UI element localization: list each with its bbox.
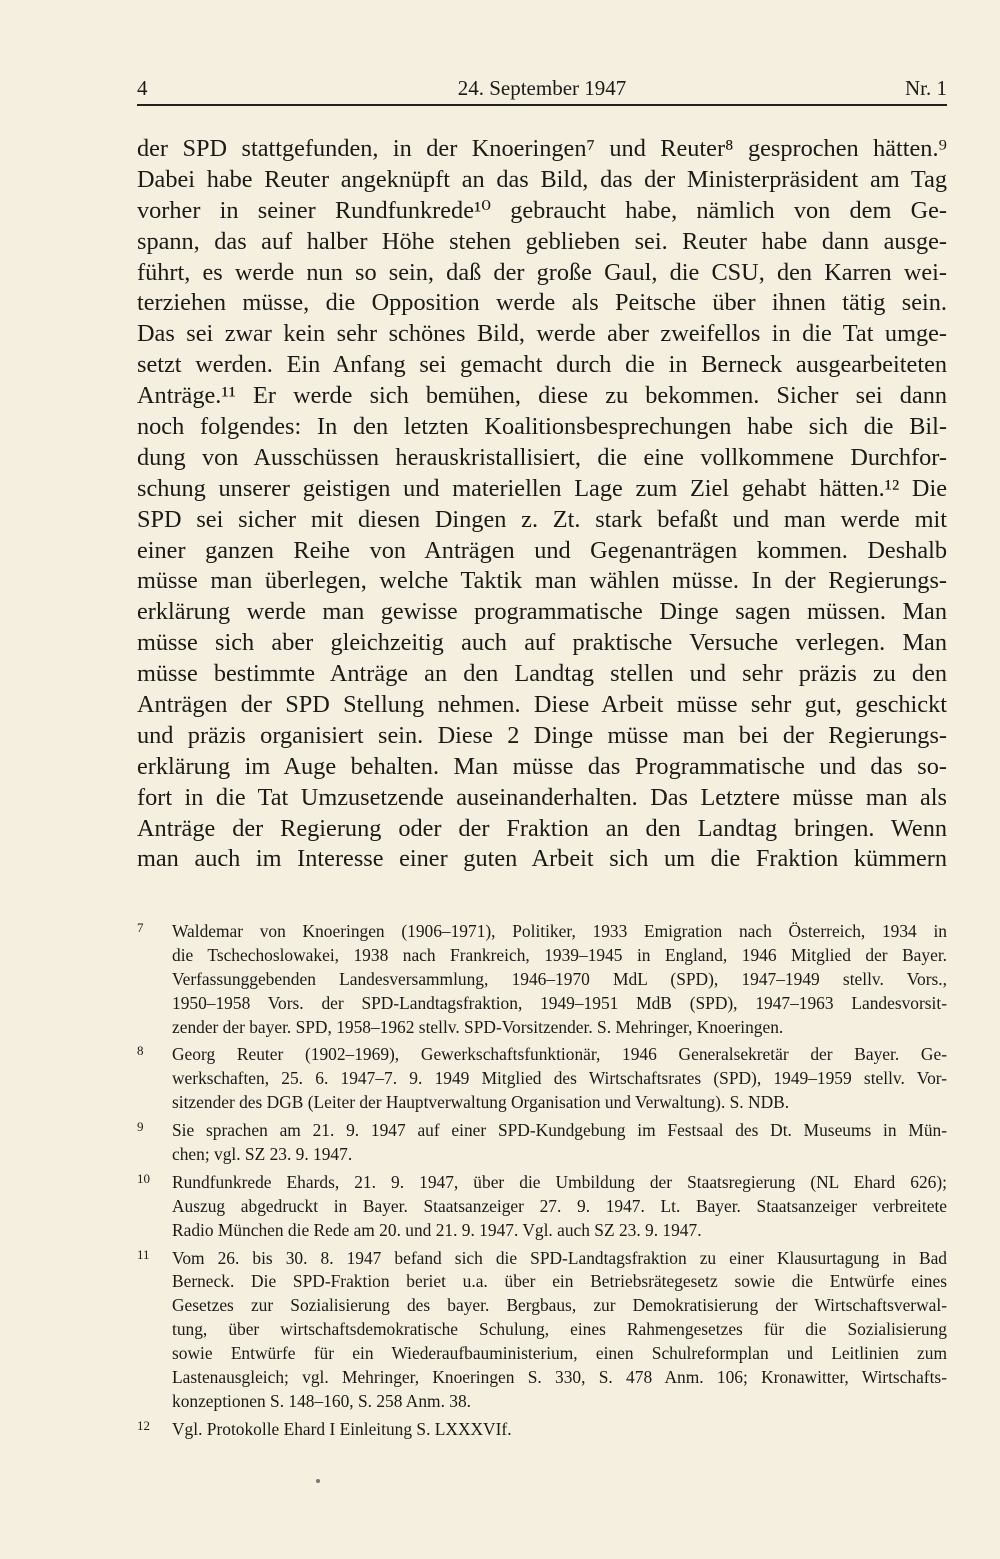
footnote-number: 9	[137, 1119, 144, 1135]
footnote-line: sowie Entwürfe für ein Wiederaufbauministerium, einen Schulreformplan und Leitlinien zum	[172, 1343, 947, 1364]
header-date: 24. September 1947	[457, 76, 627, 100]
body-line: müsse bestimmte Anträge an den Landtag stellen und sehr präzis zu den	[137, 660, 947, 688]
footnote-number: 10	[137, 1170, 150, 1186]
body-line: dung von Ausschüssen herauskristallisiert, die eine vollkommene Durchfor-	[137, 443, 947, 471]
body-line: schung unserer geistigen und materiellen Lage zum Ziel gehabt hätten.¹² Die	[137, 474, 947, 502]
footnote-line: Vgl. Protokolle Ehard I Einleitung S. LXXXVIf.	[172, 1418, 512, 1439]
footnote-line: werkschaften, 25. 6. 1947–7. 9. 1949 Mitglied des Wirtschaftsrates (SPD), 1949–1959 stellv. Vor-	[172, 1068, 947, 1089]
body-line: müsse sich aber gleichzeitig auch auf praktische Versuche verlegen. Man	[137, 629, 947, 657]
header-rule	[137, 104, 947, 106]
footnote-line: die Tschechoslowakei, 1938 nach Frankreich, 1939–1945 in England, 1946 Mitglied der Bayer.	[172, 944, 947, 965]
footnote-number: 8	[137, 1043, 144, 1059]
body-line: terziehen müsse, die Opposition werde als Peitsche über ihnen tätig sein.	[137, 289, 947, 317]
body-line: vorher in seiner Rundfunkrede¹⁰ gebraucht habe, nämlich von dem Ge-	[137, 196, 947, 224]
document-number: Nr. 1	[905, 76, 947, 100]
footnote-12	[137, 1418, 947, 1442]
body-line: der SPD stattgefunden, in der Knoeringen⁷ und Reuter⁸ gesprochen hätten.⁹	[137, 135, 947, 162]
footnote-line: Auszug abgedruckt in Bayer. Staatsanzeiger 27. 9. 1947. Lt. Bayer. Staatsanzeiger verbreitete	[172, 1195, 947, 1216]
body-line: man auch im Interesse einer guten Arbeit sich um die Fraktion kümmern	[137, 845, 947, 873]
body-line: fort in die Tat Umzusetzende auseinanderhalten. Das Letztere müsse man als	[137, 783, 947, 811]
footnote-line: Sie sprachen am 21. 9. 1947 auf einer SPD-Kundgebung im Festsaal des Dt. Museums in Mün-	[172, 1120, 947, 1141]
body-line: Dabei habe Reuter angeknüpft an das Bild, das der Ministerpräsident am Tag	[137, 165, 947, 193]
footnote-line: sitzender des DGB (Leiter der Hauptverwaltung Organisation und Verwaltung). S. NDB.	[172, 1092, 790, 1113]
body-line: Anträge.¹¹ Er werde sich bemühen, diese zu bekommen. Sicher sei dann	[137, 382, 947, 410]
footnote-line: Gesetzes zur Sozialisierung des bayer. Bergbaus, zur Demokratisierung der Wirtschaftsverwal-	[172, 1295, 947, 1316]
footnote-line: Lastenausgleich; vgl. Mehringer, Knoeringen S. 330, S. 478 Anm. 106; Kronawitter, Wirtschafts-	[172, 1367, 947, 1388]
body-line: einer ganzen Reihe von Anträgen und Gegenanträgen kommen. Deshalb	[137, 536, 947, 564]
body-line: müsse man überlegen, welche Taktik man wählen müsse. In der Regierungs-	[137, 567, 947, 595]
footnote-9	[137, 1119, 947, 1167]
footnote-line: Georg Reuter (1902–1969), Gewerkschaftsfunktionär, 1946 Generalsekretär der Bayer. Ge-	[172, 1044, 947, 1065]
footnote-7	[137, 920, 947, 1039]
footnote-line: Waldemar von Knoeringen (1906–1971), Politiker, 1933 Emigration nach Österreich, 1934 in	[172, 921, 947, 941]
footnote-number: 12	[137, 1417, 150, 1433]
body-line: und präzis organisiert sein. Diese 2 Dinge müsse man bei der Regierungs-	[137, 721, 947, 749]
footnote-10	[137, 1171, 947, 1243]
footnote-8	[137, 1043, 947, 1115]
footnotes	[137, 920, 947, 1446]
page-number: 4	[137, 76, 148, 100]
footnote-line: Rundfunkrede Ehards, 21. 9. 1947, über die Umbildung der Staatsregierung (NL Ehard 626);	[172, 1171, 947, 1192]
body-line: erklärung im Auge behalten. Man müsse das Programmatische und das so-	[137, 752, 947, 780]
footnote-number: 11	[137, 1246, 150, 1262]
footnote-line: Berneck. Die SPD-Fraktion beriet u.a. über ein Betriebsrätegesetz sowie die Entwürfe eines	[172, 1271, 947, 1292]
footnote-line: Vom 26. bis 30. 8. 1947 befand sich die SPD-Landtagsfraktion zu einer Klausurtagung in Bad	[172, 1247, 947, 1268]
body-line: Anträge der Regierung oder der Fraktion an den Landtag bringen. Wenn	[137, 814, 947, 842]
footnote-11	[137, 1247, 947, 1414]
body-line: führt, es werde nun so sein, daß der große Gaul, die CSU, den Karren wei-	[137, 258, 947, 286]
footnote-line: tung, über wirtschaftsdemokratische Schulung, eines Rahmengesetzes für die Sozialisierung	[172, 1319, 947, 1340]
body-line: Das sei zwar kein sehr schönes Bild, werde aber zweifellos in die Tat umge-	[137, 320, 947, 348]
body-line: SPD sei sicher mit diesen Dingen z. Zt. stark befaßt und man werde mit	[137, 505, 947, 533]
body-text	[137, 134, 947, 875]
body-line: spann, das auf halber Höhe stehen geblieben sei. Reuter habe dann ausge-	[137, 227, 947, 255]
footnote-line: Radio München die Rede am 20. und 21. 9. 1947. Vgl. auch SZ 23. 9. 1947.	[172, 1219, 702, 1240]
footnote-line: Verfassunggebenden Landesversammlung, 1946–1970 MdL (SPD), 1947–1949 stellv. Vors.,	[172, 968, 947, 989]
body-line: setzt werden. Ein Anfang sei gemacht durch die in Berneck ausgearbeiteten	[137, 351, 947, 379]
footnote-line: chen; vgl. SZ 23. 9. 1947.	[172, 1144, 353, 1165]
body-line: Anträgen der SPD Stellung nehmen. Diese Arbeit müsse sehr gut, geschickt	[137, 691, 947, 719]
running-head	[137, 74, 947, 102]
page-speck	[316, 1479, 320, 1483]
footnote-line: 1950–1958 Vors. der SPD-Landtagsfraktion, 1949–1951 MdB (SPD), 1947–1963 Landesvorsit-	[172, 992, 947, 1013]
footnote-line: konzeptionen S. 148–160, S. 258 Anm. 38.	[172, 1390, 472, 1411]
body-line: noch folgendes: In den letzten Koalitionsbesprechungen habe sich die Bil-	[137, 413, 947, 441]
footnote-line: zender der bayer. SPD, 1958–1962 stellv. SPD-Vorsitzender. S. Mehringer, Knoeringen.	[172, 1016, 784, 1037]
body-line: erklärung werde man gewisse programmatische Dinge sagen müssen. Man	[137, 598, 947, 626]
footnote-number: 7	[137, 920, 144, 935]
